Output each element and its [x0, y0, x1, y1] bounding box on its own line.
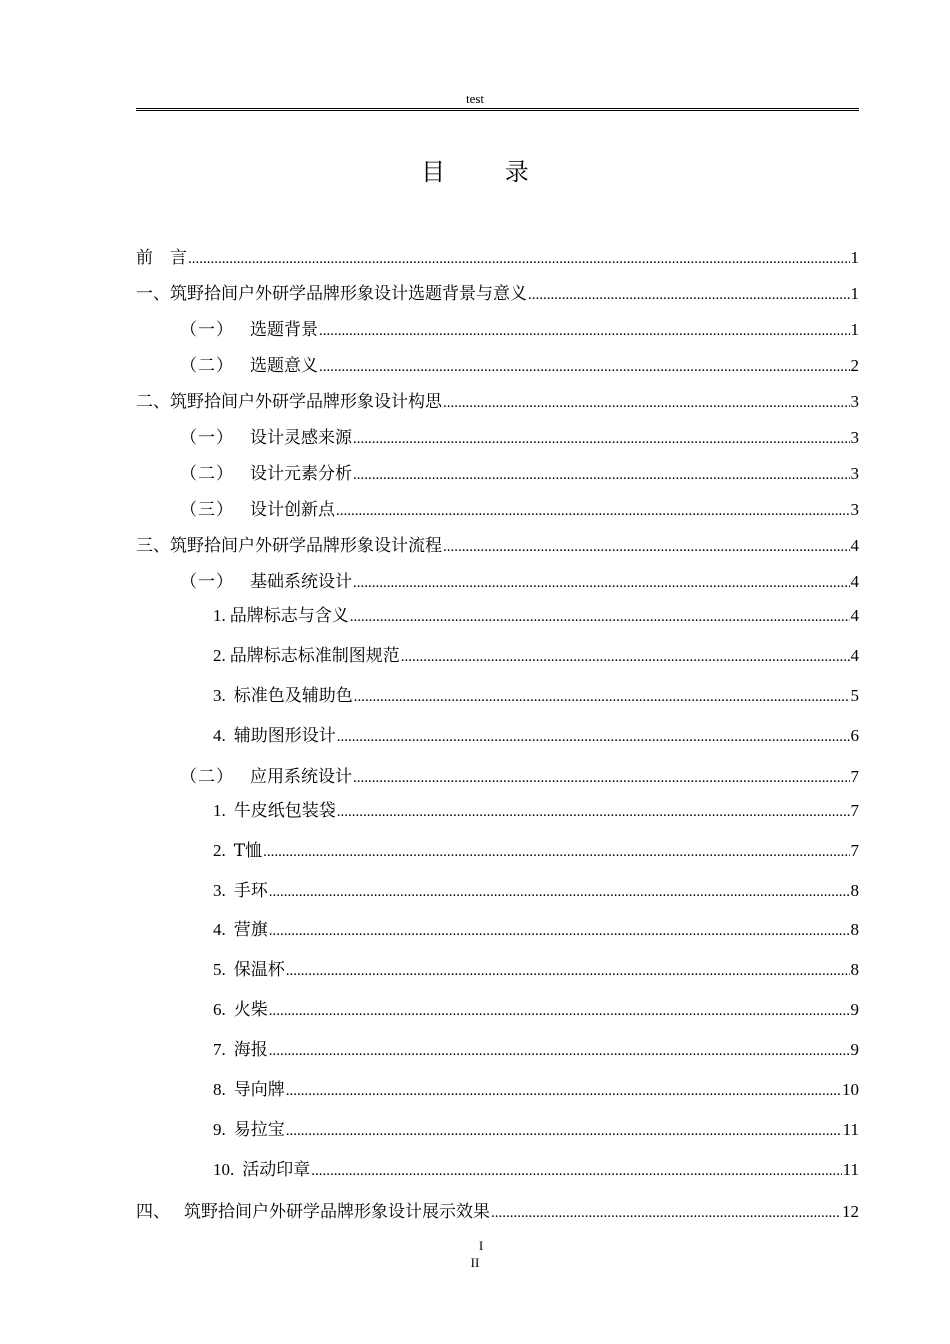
toc-entry-num: 6. [213, 1000, 226, 1019]
toc-entry-3-2-9[interactable] [213, 1119, 859, 1142]
toc-entry-num: 10. [213, 1160, 235, 1179]
toc-leader-dots [286, 1120, 842, 1142]
toc-entry-3-1-2[interactable] [213, 645, 859, 668]
toc-entry-3-1-1[interactable] [213, 605, 859, 628]
toc-page-number: 5 [850, 686, 859, 705]
toc-page-number: 8 [850, 960, 859, 979]
toc-entry-label: 设计元素分析 [250, 464, 352, 484]
toc-leader-dots [491, 1202, 841, 1224]
toc-entry-preface[interactable] [136, 247, 859, 270]
toc-entry-num: 3. [213, 686, 226, 705]
toc-leader-dots [269, 881, 850, 903]
toc-leader-dots [337, 801, 850, 823]
toc-entry-3-1-3[interactable] [213, 685, 859, 708]
toc-entry-num: 二、 [136, 392, 170, 412]
toc-entry-num: 1. [213, 801, 226, 820]
toc-page-number: 8 [850, 881, 859, 900]
header-rule [136, 108, 859, 109]
toc-leader-dots [263, 841, 849, 863]
toc-entry-2-3[interactable] [180, 499, 859, 522]
toc-leader-dots [443, 536, 850, 558]
toc-entry-num: 7. [213, 1040, 226, 1059]
toc-page-number: 1 [850, 248, 859, 267]
toc-entry-label: 前 言 [136, 248, 187, 268]
toc-leader-dots [350, 606, 850, 628]
toc-entry-label: 火柴 [233, 1000, 268, 1020]
toc-page-number: 3 [850, 464, 859, 483]
toc-entry-num: 9. [213, 1120, 226, 1139]
toc-entry-label: 易拉宝 [233, 1120, 285, 1140]
toc-entry-num: （三） [180, 500, 234, 519]
toc-entry-label: 海报 [233, 1040, 268, 1060]
toc-entry-num: 4. [213, 920, 226, 939]
toc-entry-3-2[interactable] [180, 766, 859, 789]
toc-entry-3-2-3[interactable] [213, 880, 859, 903]
toc-entry-chapter-4[interactable] [136, 1201, 859, 1224]
toc-entry-num: （一） [180, 428, 234, 447]
toc-entry-label: 设计灵感来源 [250, 428, 352, 448]
toc-entry-label: 筑野拾间户外研学品牌形象设计构思 [170, 392, 442, 412]
toc-leader-dots [319, 320, 850, 342]
toc-entry-label: 筑野拾间户外研学品牌形象设计选题背景与意义 [170, 284, 527, 304]
toc-leader-dots [336, 500, 850, 522]
running-header: test [465, 91, 485, 106]
toc-page-number: 1 [850, 284, 859, 303]
toc-page-number: 4 [850, 646, 859, 665]
toc-entry-num: （二） [180, 464, 234, 483]
toc-leader-dots [528, 284, 850, 306]
toc-entry-label: 活动印章 [242, 1160, 311, 1180]
toc-page-number: 7 [850, 801, 859, 820]
toc-entry-3-2-6[interactable] [213, 999, 859, 1022]
toc-page-number: 3 [850, 428, 859, 447]
toc-entry-label: 基础系统设计 [250, 572, 352, 592]
toc-entry-num: 8. [213, 1080, 226, 1099]
toc-entry-chapter-3[interactable] [136, 535, 859, 558]
toc-entry-2-2[interactable] [180, 463, 859, 486]
toc-entry-3-2-4[interactable] [213, 919, 859, 942]
toc-leader-dots [353, 464, 850, 486]
toc-page-number: 11 [842, 1120, 859, 1139]
toc-entry-3-2-5[interactable] [213, 959, 859, 982]
toc-page-number: 7 [850, 767, 859, 786]
toc-entry-label: 手环 [233, 881, 268, 901]
toc-entry-3-1-4[interactable] [213, 725, 859, 748]
toc-entry-num: 一、 [136, 284, 170, 304]
toc-leader-dots [443, 392, 850, 414]
toc-leader-dots [337, 726, 850, 748]
toc-page-number: 9 [850, 1000, 859, 1019]
toc-entry-label: 筑野拾间户外研学品牌形象设计流程 [170, 536, 442, 556]
toc-page-number: 8 [850, 920, 859, 939]
toc-leader-dots [353, 767, 850, 789]
toc-leader-dots [311, 1160, 841, 1182]
header-rule-double [136, 110, 859, 111]
toc-page-number: 1 [850, 320, 859, 339]
toc-page-number: 2 [850, 356, 859, 375]
toc-leader-dots [269, 920, 850, 942]
toc-page-number: 6 [850, 726, 859, 745]
toc-leader-dots [354, 686, 850, 708]
toc-entry-label: 筑野拾间户外研学品牌形象设计展示效果 [184, 1202, 490, 1222]
toc-entry-num: 4. [213, 726, 226, 745]
toc-page-number: 7 [850, 841, 859, 860]
toc-page-number: 4 [850, 536, 859, 555]
toc-entry-2-1[interactable] [180, 427, 859, 450]
toc-leader-dots [286, 960, 850, 982]
toc-entry-label: T恤 [233, 841, 263, 861]
toc-leader-dots [188, 248, 850, 270]
toc-leader-dots [319, 356, 850, 378]
toc-entry-num: 2. [213, 646, 226, 665]
toc-entry-1-1[interactable] [180, 319, 859, 342]
toc-entry-chapter-1[interactable] [136, 283, 859, 306]
toc-entry-chapter-2[interactable] [136, 391, 859, 414]
toc-page-number: 12 [842, 1202, 859, 1221]
toc-entry-3-2-7[interactable] [213, 1039, 859, 1062]
toc-entry-3-1[interactable] [180, 571, 859, 594]
toc-entry-label: 营旗 [233, 920, 268, 940]
toc-page-number: 3 [850, 392, 859, 411]
section-page-number: II [470, 1255, 480, 1270]
toc-page-number: 10 [842, 1080, 859, 1099]
toc-title: 目 录 [421, 158, 555, 186]
toc-leader-dots [286, 1080, 841, 1102]
toc-entry-num: （二） [180, 767, 234, 786]
toc-leader-dots [353, 428, 850, 450]
toc-entry-3-2-10[interactable] [213, 1159, 859, 1182]
toc-entry-num: 5. [213, 960, 226, 979]
toc-entry-3-2-1[interactable] [213, 800, 859, 823]
toc-entry-3-2-8[interactable] [213, 1079, 859, 1102]
toc-entry-3-2-2[interactable] [213, 840, 859, 863]
toc-entry-label: 保温杯 [233, 960, 285, 980]
toc-entry-label: 标准色及辅助色 [233, 686, 353, 706]
toc-entry-label: 选题意义 [250, 356, 318, 376]
toc-entry-label: 选题背景 [250, 320, 318, 340]
toc-entry-num: （一） [180, 572, 234, 591]
toc-entry-label: 辅助图形设计 [233, 726, 336, 746]
toc-entry-label: 应用系统设计 [250, 767, 352, 787]
page-number: I [478, 1238, 484, 1253]
toc-entry-num: 3. [213, 881, 226, 900]
toc-page-number: 4 [850, 606, 859, 625]
toc-page-number: 3 [850, 500, 859, 519]
toc-entry-num: 1. [213, 606, 226, 625]
toc-entry-label: 设计创新点 [250, 500, 335, 520]
toc-entry-num: 三、 [136, 536, 170, 556]
toc-entry-label: 导向牌 [233, 1080, 285, 1100]
toc-leader-dots [269, 1040, 850, 1062]
toc-entry-label: 牛皮纸包装袋 [233, 801, 336, 821]
toc-leader-dots [401, 646, 850, 668]
toc-entry-1-2[interactable] [180, 355, 859, 378]
toc-page-number: 4 [850, 572, 859, 591]
toc-page-number: 11 [842, 1160, 859, 1179]
toc-entry-num: 2. [213, 841, 226, 860]
toc-entry-num: （一） [180, 320, 234, 339]
toc-page-number: 9 [850, 1040, 859, 1059]
toc-entry-label: 品牌标志标准制图规范 [229, 646, 400, 666]
toc-entry-num: 四、 [136, 1202, 170, 1222]
toc-entry-num: （二） [180, 356, 234, 375]
toc-entry-label: 品牌标志与含义 [229, 606, 349, 626]
toc-leader-dots [353, 572, 850, 594]
toc-leader-dots [269, 1000, 850, 1022]
